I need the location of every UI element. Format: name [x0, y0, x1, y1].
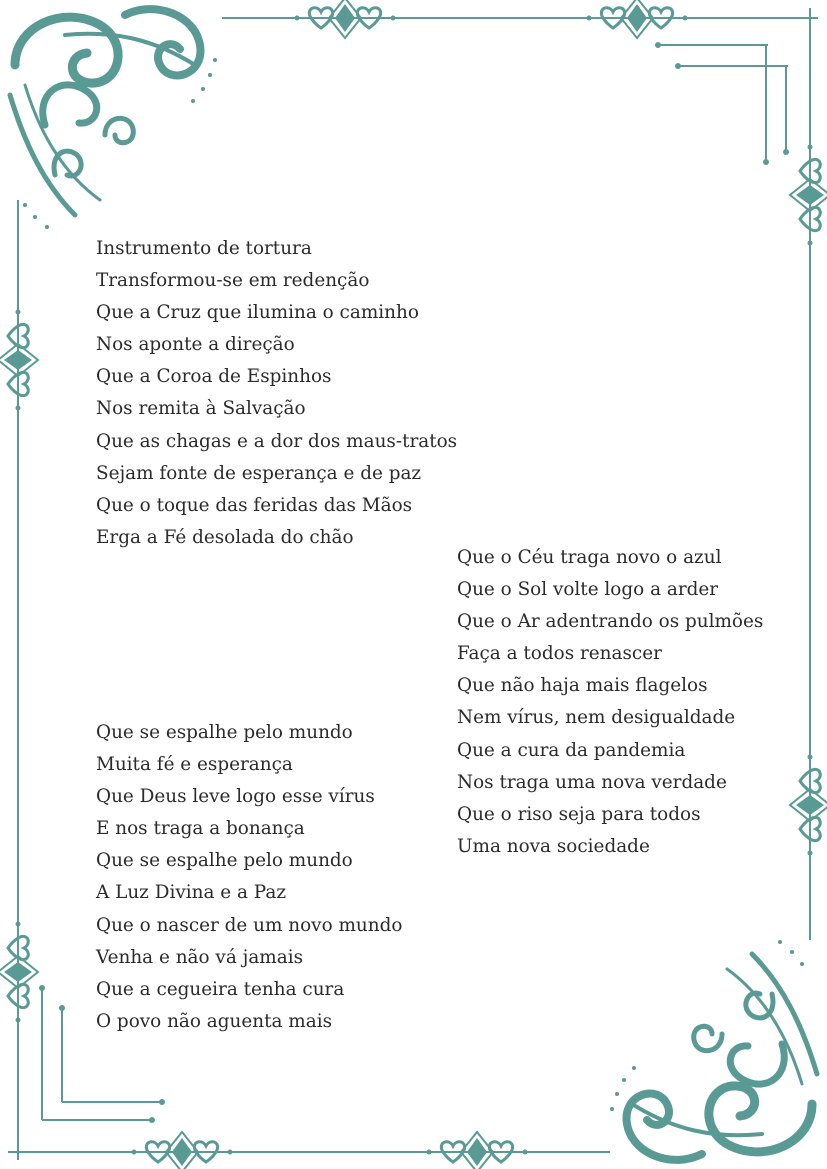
stanza-3 [96, 717, 402, 1038]
poem-line: Nos traga uma nova verdade [457, 771, 727, 793]
poem-line: Muita fé e esperança [96, 754, 293, 776]
poem-line: Nos aponte a direção [96, 334, 295, 356]
poem-line: Que Deus leve logo esse vírus [96, 786, 375, 808]
poem-line: Nem vírus, nem desigualdade [457, 707, 736, 729]
poem-line: Venha e não vá jamais [96, 946, 304, 968]
poem-line: Que as chagas e a dor dos maus-tratos [96, 430, 458, 452]
stanza-1 [96, 233, 457, 554]
stanza-2 [457, 542, 763, 863]
poem-line: Sejam fonte de esperança e de paz [96, 462, 422, 484]
poem-line: Que a cegueira tenha cura [96, 978, 345, 1000]
poem-line: Que a Cruz que ilumina o caminho [96, 302, 419, 324]
poem-line: E nos traga a bonança [96, 818, 305, 840]
poem-line: Que o riso seja para todos [457, 803, 701, 825]
poem-line: Que não haja mais flagelos [457, 675, 708, 697]
poem-line: A Luz Divina e a Paz [96, 882, 287, 904]
poem-line: Que o Céu traga novo o azul [457, 547, 722, 568]
poem-line: Que se espalhe pelo mundo [96, 850, 353, 872]
poem-line: Nos remita à Salvação [96, 398, 306, 420]
poem-line: Uma nova sociedade [457, 835, 650, 857]
poem-line: Transformou-se em redenção [96, 270, 370, 292]
poem-line: Que o Sol volte logo a arder [457, 579, 719, 601]
poem-line: Faça a todos renascer [457, 643, 662, 665]
poem-line: Que se espalhe pelo mundo [96, 722, 353, 743]
poem-line: Que a Coroa de Espinhos [96, 366, 332, 388]
poem-line: Instrumento de tortura [96, 238, 312, 259]
poem-line: Erga a Fé desolada do chão [96, 526, 354, 548]
poem-line: Que o nascer de um novo mundo [96, 914, 403, 936]
poem-line: Que o toque das feridas das Mãos [96, 494, 413, 516]
poem-line: O povo não aguenta mais [96, 1010, 333, 1032]
poem-line: Que a cura da pandemia [457, 739, 686, 761]
poem-line: Que o Ar adentrando os pulmões [457, 611, 764, 633]
